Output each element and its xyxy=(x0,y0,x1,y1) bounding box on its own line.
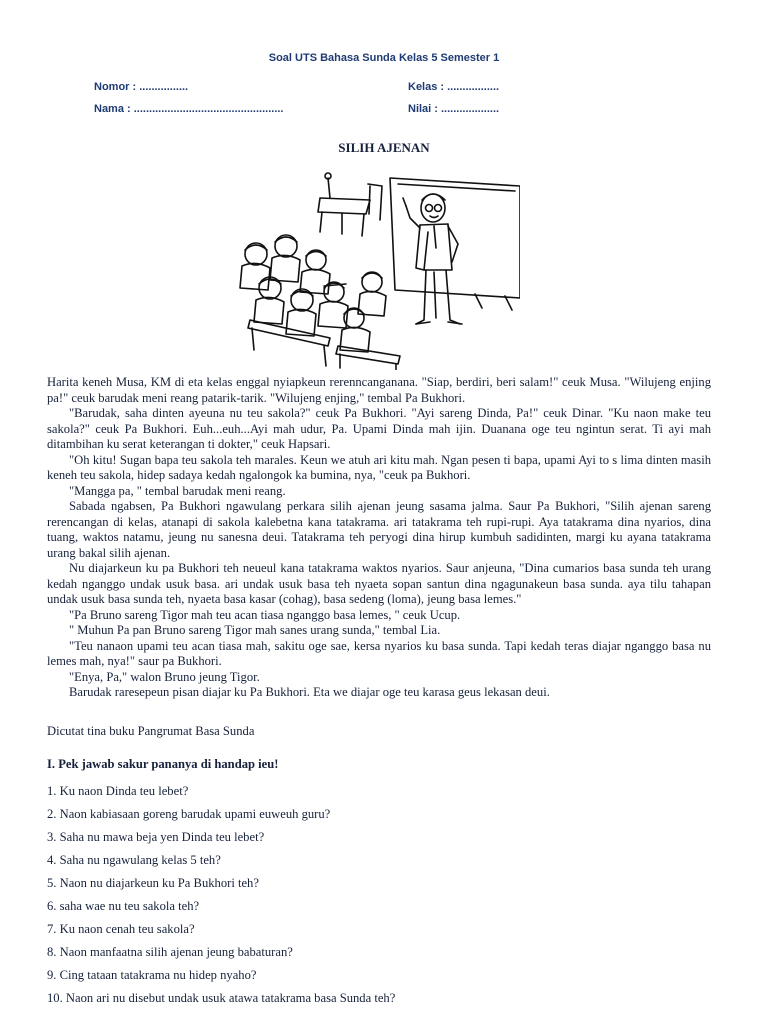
story-title: SILIH AJENAN xyxy=(338,140,430,155)
story-paragraph: "Enya, Pa," walon Bruno jeung Tigor. xyxy=(69,669,260,684)
question-item: 5. Naon nu diajarkeun ku Pa Bukhori teh? xyxy=(47,876,259,890)
story-paragraph: "Teu nanaon upami teu acan tiasa mah, sakitu oge sae, kersa nyarios ku basa sunda. Tapi kedah teras diajar nganggo basa nu lemes mah, nya!" saur pa Bukhori. xyxy=(47,638,711,668)
classroom-illustration xyxy=(220,170,520,370)
question-item: 1. Ku naon Dinda teu lebet? xyxy=(47,784,189,798)
nilai-field: Nilai : ................... xyxy=(408,103,500,115)
story-paragraph: Barudak raresepeun pisan diajar ku Pa Bukhori. Eta we diajar oge teu karasa geus lekasan deui. xyxy=(69,685,550,699)
question-item: 2. Naon kabiasaan goreng barudak upami euweuh guru? xyxy=(47,807,331,821)
question-list xyxy=(47,783,395,1013)
story-source: Dicutat tina buku Pangrumat Basa Sunda xyxy=(47,724,255,738)
story-paragraph: "Pa Bruno sareng Tigor mah teu acan tiasa nganggo basa lemes, " ceuk Ucup. xyxy=(69,607,461,622)
student-desks-drawing xyxy=(248,320,400,370)
blackboard-drawing xyxy=(390,178,520,310)
nomor-field: Nomor : ................ xyxy=(94,81,189,93)
story-paragraph: " Muhun Pa pan Bruno sareng Tigor mah sanes urang sunda," tembal Lia. xyxy=(69,623,441,637)
story-paragraph: "Barudak, saha dinten ayeuna nu teu sakola?" ceuk Pa Bukhori. "Ayi sareng Dinda, Pa!" ceuk Dinar. "Ku naon make teu sakola?" ceuk Pa Bukhori. Euh...euh...Ayi mah udur, Pa. Upami Dinda mah ijin. Duanana oge teu ngintun serat. Ti ayi mah ditambihan ku serat keterangan ti dokter," ceuk Hapsari. xyxy=(47,406,711,451)
question-item: 10. Naon ari nu disebut undak usuk atawa tatakrama basa Sunda teh? xyxy=(47,991,396,1005)
story-text xyxy=(47,375,711,701)
question-item: 6. saha wae nu teu sakola teh? xyxy=(47,899,200,913)
nama-field: Nama : ................................................. xyxy=(94,103,284,115)
question-item: 8. Naon manfaatna silih ajenan jeung babaturan? xyxy=(47,945,293,959)
question-item: 4. Saha nu ngawulang kelas 5 teh? xyxy=(47,853,221,867)
desk-chair-drawing xyxy=(318,173,382,236)
question-item: 3. Saha nu mawa beja yen Dinda teu lebet? xyxy=(47,830,265,844)
section-heading: I. Pek jawab sakur pananya di handap ieu! xyxy=(47,757,279,771)
story-paragraph: Nu diajarkeun ku pa Bukhori teh neueul kana tatakrama waktos nyarios. Saur anjeuna, "Dina cumarios basa sunda teh urang kedah nganggo undak usuk basa. ari undak usuk basa teh nyaeta sopan santun dina ngagunakeun basa sunda. aya tilu tahapan undak usuk basa sunda teh, nyaeta basa kasar (cohag), basa sedeng (loma), jeung basa lemes." xyxy=(47,561,711,606)
kelas-field: Kelas : ................. xyxy=(408,81,500,93)
story-paragraph: "Mangga pa, " tembal barudak meni reang. xyxy=(69,483,286,498)
question-item: 9. Cing tataan tatakrama nu hidep nyaho? xyxy=(47,968,257,982)
story-paragraph: "Oh kitu! Sugan bapa teu sakola teh marales. Keun we atuh ari kitu mah. Ngan pesen ti bapa, upami Ayi to s lima dinten masih keneh teu sakola, hidep sadaya kedah ngalongok ka bumina, nya, "ceuk pa Bukhori. xyxy=(47,452,711,482)
story-paragraph: Sabada ngabsen, Pa Bukhori ngawulang perkara silih ajenan jeung sasama jalma. Saur Pa Bukhori, "Silih ajenan sareng rerencangan di kelas, atanapi di sakola kalebetna kana tatakrama. ari tatakrama teh rupi-rupi. Aya tatakrama dina nyarios, dina tuang, waktos natamu, jeung nu sanesna deui. Tatakrama teh peryogi dina hirup kumbuh sadidinten, margi ku ayana tatakrama urang bakal silih ajenan. xyxy=(47,499,711,560)
teacher-drawing xyxy=(403,194,462,324)
question-item: 7. Ku naon cenah teu sakola? xyxy=(47,922,195,936)
worksheet-title: Soal UTS Bahasa Sunda Kelas 5 Semester 1 xyxy=(268,52,500,64)
story-paragraph: Harita keneh Musa, KM di eta kelas enggal nyiapkeun rerenncanganana. "Siap, berdiri, beri salam!" ceuk Musa. "Wilujeng enjing pa!" ceuk barudak meni reang patarik-tarik. "Wilujeng enjing," tembal Pa Bukhori. xyxy=(47,375,711,405)
